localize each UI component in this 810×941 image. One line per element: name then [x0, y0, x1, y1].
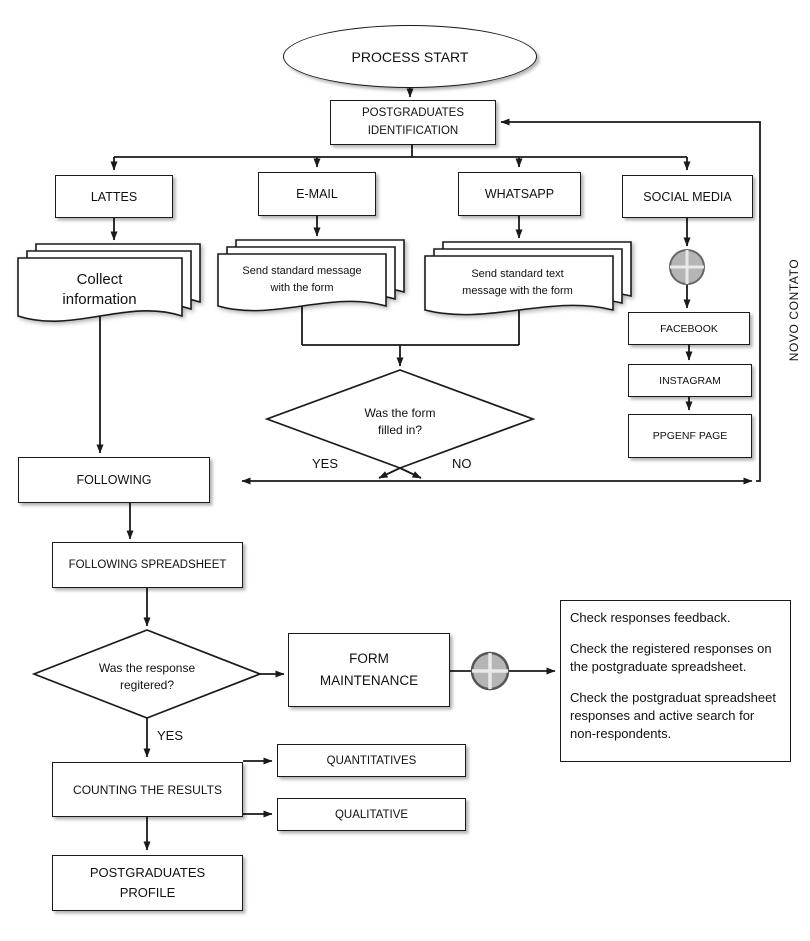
facebook-label: FACEBOOK — [660, 322, 718, 335]
social-media-node — [622, 175, 753, 218]
email-node — [258, 172, 376, 216]
social-media-label: SOCIAL MEDIA — [643, 189, 732, 204]
form-filled-decision-label: Was the form filled in? — [364, 406, 436, 438]
ppgenf-page-label: PPGENF PAGE — [652, 430, 728, 442]
email-document-label: Send standard message with the form — [242, 265, 362, 294]
whatsapp-node — [458, 172, 581, 216]
lattes-label: LATTES — [90, 189, 138, 204]
yes-branch-label: YES — [157, 728, 184, 743]
postgraduates-identification-label: POSTGRADUATES IDENTIFICATION — [361, 107, 465, 137]
no-branch-label: NO — [452, 456, 472, 471]
form-maintenance-node — [288, 633, 450, 707]
note-line: Check the postgraduat spreadsheet responses and active search for non-respondents. — [570, 689, 776, 741]
following-label: FOLLOWING — [76, 473, 152, 487]
following-spreadsheet-node — [52, 542, 243, 588]
collect-information-label: Collect information — [62, 271, 137, 309]
note-line: Check responses feedback. — [570, 610, 731, 625]
plus-junction-icon — [472, 653, 508, 689]
postgraduates-profile-node — [52, 855, 243, 911]
plus-junction-icon — [670, 250, 704, 284]
following-spreadsheet-label: FOLLOWING SPREADSHEET — [68, 559, 227, 571]
yes-branch-label: YES — [312, 456, 339, 471]
instagram-node — [628, 364, 752, 397]
qualitative-node — [277, 798, 466, 831]
process-start-label: PROCESS START — [351, 48, 469, 65]
postgraduates-profile-label: POSTGRADUATES PROFILE — [89, 864, 206, 900]
qualitative-label: QUALITATIVE — [334, 808, 409, 821]
quantitatives-label: QUANTITATIVES — [326, 754, 417, 767]
instagram-label: INSTAGRAM — [659, 374, 721, 387]
lattes-node — [55, 175, 173, 218]
form-maintenance-label: FORM MAINTENANCE — [319, 651, 419, 688]
ppgenf-page-node — [628, 414, 752, 458]
quantitatives-node — [277, 744, 466, 777]
postgraduates-identification-node — [330, 100, 496, 145]
counting-results-node — [52, 762, 243, 817]
following-node — [18, 457, 210, 503]
whatsapp-document-label: Send standard text message with the form — [462, 268, 573, 297]
novo-contato-label: NOVO CONTATO — [787, 258, 801, 362]
whatsapp-label: WHATSAPP — [484, 187, 555, 201]
facebook-node — [628, 312, 750, 345]
email-label: E-MAIL — [296, 187, 338, 201]
maintenance-notes-box — [560, 600, 791, 762]
counting-results-label: COUNTING THE RESULTS — [73, 782, 222, 797]
response-registered-decision-label: Was the response regitered? — [98, 661, 196, 693]
note-line: Check the registered responses on the postgraduate spreadsheet. — [570, 640, 772, 674]
process-start-node — [283, 25, 537, 88]
